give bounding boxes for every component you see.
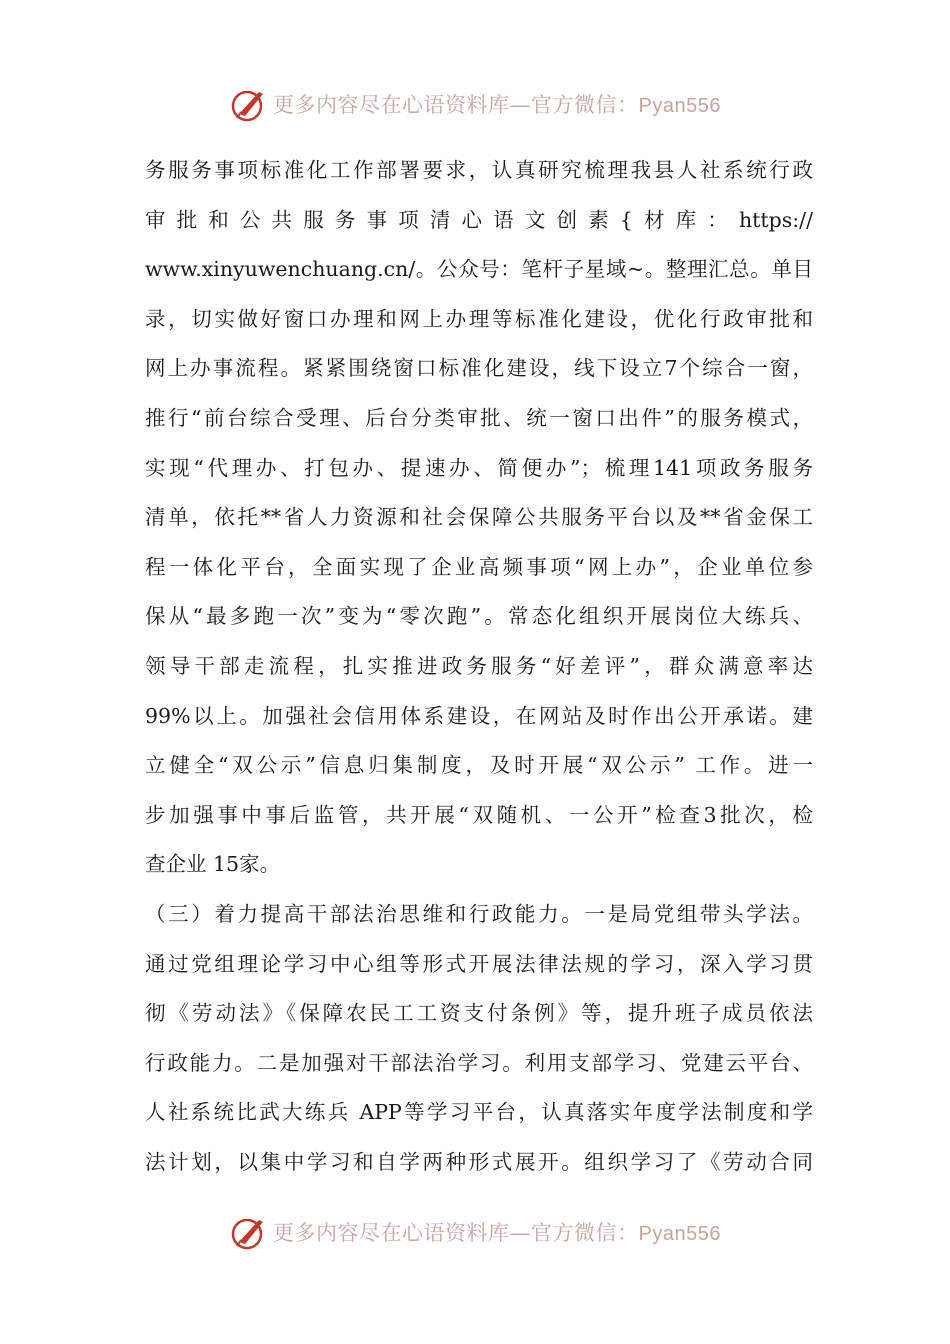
text-line: 程一体化平台，全面实现了企业高频事项“网上办”，企业单位参 <box>145 554 813 579</box>
text-line: 行政能力。二是加强对干部法治学习。利用支部学习、党建云平台、 <box>145 1050 813 1075</box>
text-line: 实现“代理办、打包办、提速办、简便办”；梳理141项政务服务 <box>145 455 813 480</box>
document-body <box>145 146 813 1187</box>
text-line: 录，切实做好窗口办理和网上办理等标准化建设，优化行政审批和 <box>145 306 813 331</box>
footer-wechat-id: Pyan556 <box>638 1223 721 1245</box>
text-line: 查企业 15家。 <box>145 852 281 877</box>
header-wechat-id: Pyan556 <box>638 95 721 117</box>
text-line: 法计划，以集中学习和自学两种形式展开。组织学习了《劳动合同 <box>145 1149 813 1174</box>
text-line: 审批和公共服务事项清心语文创素{材库：https:// <box>145 207 813 232</box>
text-line: 清单，依托**省人力资源和社会保障公共服务平台以及**省金保工 <box>145 505 813 530</box>
text-line: 步加强事中事后监管，共开展“双随机、一公开”检查3批次，检 <box>145 802 813 827</box>
text-line: 网上办事流程。紧紧围绕窗口标准化建设，线下设立7个综合一窗， <box>145 356 813 381</box>
quill-logo-icon <box>229 84 269 124</box>
text-line: 立健全“双公示”信息归集制度，及时开展“双公示” 工作。进一 <box>145 753 813 778</box>
header-banner-text: 更多内容尽在心语资料库—官方微信：Pyan556 <box>273 93 721 117</box>
text-line: 领导干部走流程，扎实推进政务服务“好差评”，群众满意率达 <box>145 653 813 678</box>
text-line: 彻《劳动法》《保障农民工工资支付条例》等，提升班子成员依法 <box>145 1001 813 1026</box>
text-line: 务服务事项标准化工作部署要求，认真研究梳理我县人社系统行政 <box>145 158 813 182</box>
text-line: 推行“前台综合受理、后台分类审批、统一窗口出件”的服务模式， <box>145 405 813 430</box>
text-line: 通过党组理论学习中心组等形式开展法律法规的学习，深入学习贯 <box>145 951 813 976</box>
quill-logo-icon <box>229 1212 269 1252</box>
footer-banner <box>0 1210 950 1254</box>
text-line: www.xinyuwenchuang.cn/。公众号：笔杆子星域~。整理汇总。单目 <box>145 257 813 282</box>
section-heading-line: （三）着力提高干部法治思维和行政能力。一是局党组带头学法。 <box>145 901 813 926</box>
header-banner <box>0 82 950 126</box>
text-line: 保从“最多跑一次”变为“零次跑”。常态化组织开展岗位大练兵、 <box>145 604 813 629</box>
text-line: 99%以上。加强社会信用体系建设，在网站及时作出公开承诺。建 <box>145 703 813 728</box>
text-line: 人社系统比武大练兵 APP等学习平台，认真落实年度学法制度和学 <box>145 1100 813 1125</box>
footer-banner-text: 更多内容尽在心语资料库—官方微信：Pyan556 <box>273 1221 721 1245</box>
